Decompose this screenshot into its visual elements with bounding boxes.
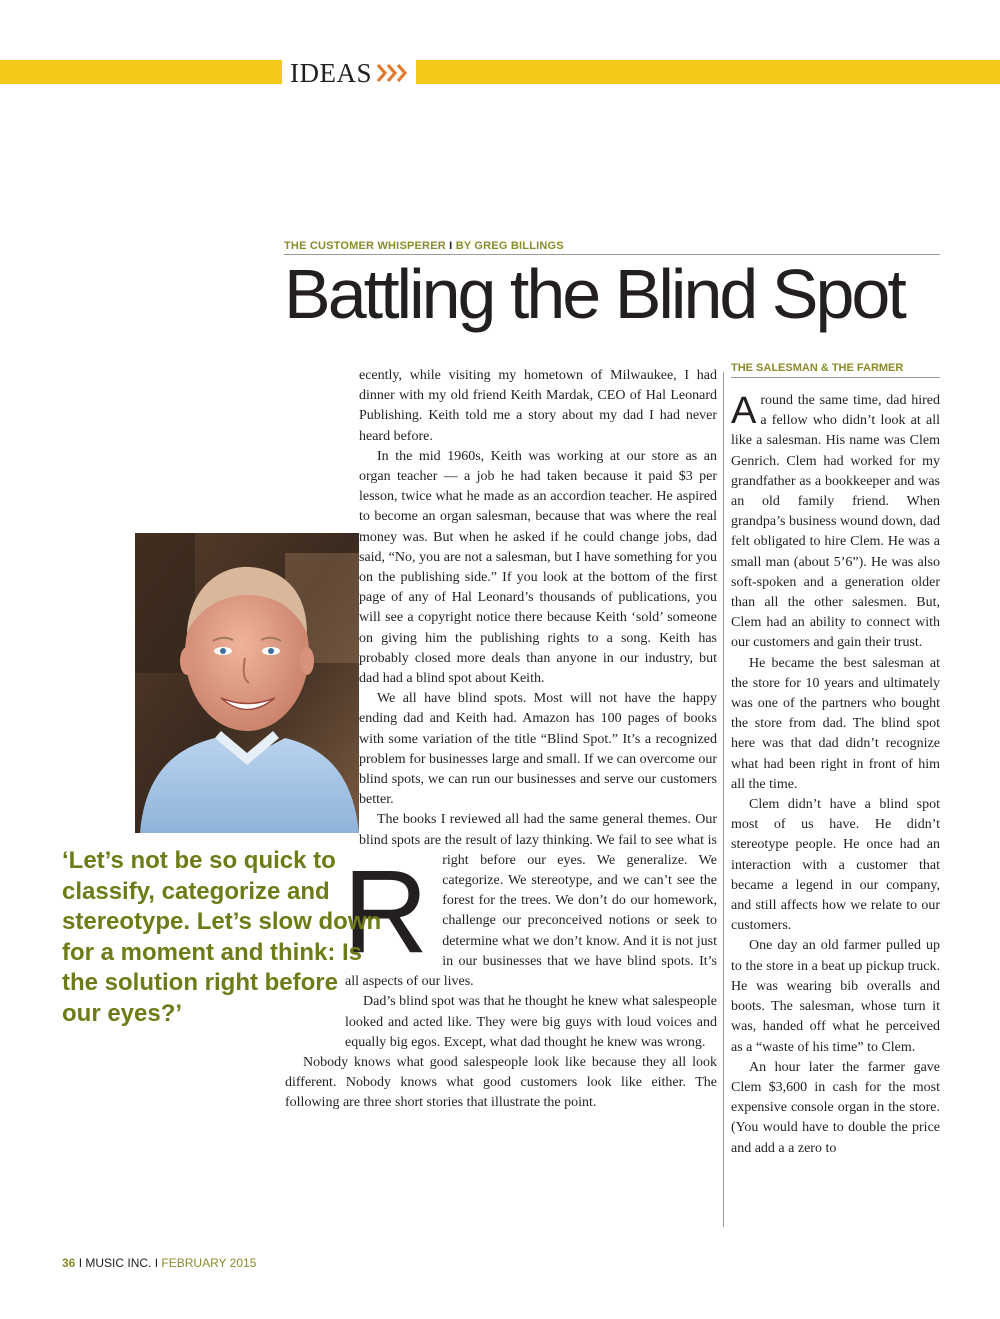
chevron-arrows-icon (376, 62, 408, 84)
column-name: THE CUSTOMER WHISPERER (284, 240, 446, 252)
magazine-name: MUSIC INC. (85, 1256, 152, 1270)
article-title: Battling the Blind Spot (284, 255, 904, 333)
author-photo (135, 533, 359, 833)
section-subhead: THE SALESMAN & THE FARMER (731, 362, 904, 374)
section-label: IDEAS (290, 58, 372, 88)
article-column-side (731, 391, 940, 1227)
side-paragraph: One day an old farmer pulled up to the store in a beat up pickup truck. He was wearing bib overalls and boots. The salesman, whose turn it was, handed off what he perceived as a “waste of his time” to Clem. (731, 938, 940, 1055)
column-kicker (284, 240, 564, 252)
body-paragraph: We all have blind spots. Most will not have the happy ending dad and Keith had. Amazon has 100 pages of books with some variation of the title “Blind Spot.” It’s a recognized problem for businesses large and small. If we can overcome our blind spots, we can run our businesses and serve our customers better. (359, 691, 717, 808)
pull-quote: ‘Let’s not be so quick to classify, categorize and stereotype. Let’s slow down for a moment and think: Is the solution right before our eyes?’ (62, 847, 382, 1027)
side-paragraph: Clem didn’t have a blind spot most of us have. He didn’t stereotype people. He once had an interaction with a customer that became a legend in our company, and still affects how we relate to our customers. (731, 797, 940, 934)
page-footer (62, 1256, 256, 1270)
section-label-box (282, 58, 416, 88)
column-divider (723, 372, 724, 1227)
side-intro-paragraph (731, 391, 940, 654)
page-number: 36 (62, 1256, 76, 1270)
side-paragraph: He became the best salesman at the store for 10 years and ultimately was one of the partners who bought the store from dad. The blind spot here was that dad didn’t recognize what had been right in front of him all the time. (731, 655, 940, 792)
byline: BY GREG BILLINGS (455, 240, 564, 252)
body-paragraph: The books I reviewed all had the same general themes. Our blind spots are the result of lazy thinking. We fail to see what is right before our eyes. We generalize. We categorize. We stereotype, and we can’t see the forest for the trees. We don’t do our homework, challenge our preconceived notions or seek to determine what we don’t know. And it is not just in our businesses that we have blind spots. It’s all aspects of our lives. (345, 812, 717, 990)
footer-separator: I (154, 1256, 159, 1270)
issue-date: FEBRUARY 2015 (161, 1256, 257, 1270)
body-paragraph: Nobody knows what good salespeople look like because they all look different. Nobody knows what good customers look like either. The following are three short stories that illustrate the point. (285, 1054, 717, 1111)
body-paragraph: Dad’s blind spot was that he thought he knew what salespeople looked and acted like. They were big guys with loud voices and equally big egos. Except, what dad thought he knew was wrong. (345, 994, 717, 1050)
kicker-separator: I (449, 240, 453, 252)
section-header-bar (0, 60, 1000, 84)
body-paragraph: In the mid 1960s, Keith was working at our store as an organ teacher — a job he had taken because it paid $3 per lesson, twice what he made as an accordion teacher. He aspired to become an organ salesman, because that was where the real money was. But when he asked if he could change jobs, dad said, “No, you are not a salesman, but I have something for you on the publishing side.” If you look at the bottom of the first page of any of Hal Leonard’s thousands of publications, you will see a copyright notice there because Keith ‘sold’ someone on giving him the publishing rights to a song. Keith has probably closed more deals than anyone in our industry, but dad had a blind spot about Keith. (359, 448, 717, 687)
subhead-rule (731, 377, 940, 378)
drop-cap-small: A (731, 391, 757, 432)
side-intro-text: round the same time, dad hired a fellow who didn’t look at all like a salesman. His name was Clem Genrich. Clem had worked for my grandfather as a bookkeeper and was an old family friend. When grandpa’s business wound down, dad felt obligated to hire Clem. He was a small man (about 5’6”). He was also soft-spoken and a generation older than all the other salesmen. But, Clem had an ability to connect with our customers and gain their trust. (731, 393, 940, 651)
drop-cap: R (343, 846, 429, 978)
intro-text: ecently, while visiting my hometown of Milwaukee, I had dinner with my old friend Keith Mardak, CEO of Hal Leonard Publishing. Keith told me a story about my dad I had never heard before. (359, 368, 717, 444)
side-paragraph: An hour later the farmer gave Clem $3,600 in cash for the most expensive console organ in the store. (You would have to double the price and add a a zero to (731, 1059, 940, 1156)
footer-separator: I (78, 1256, 83, 1270)
